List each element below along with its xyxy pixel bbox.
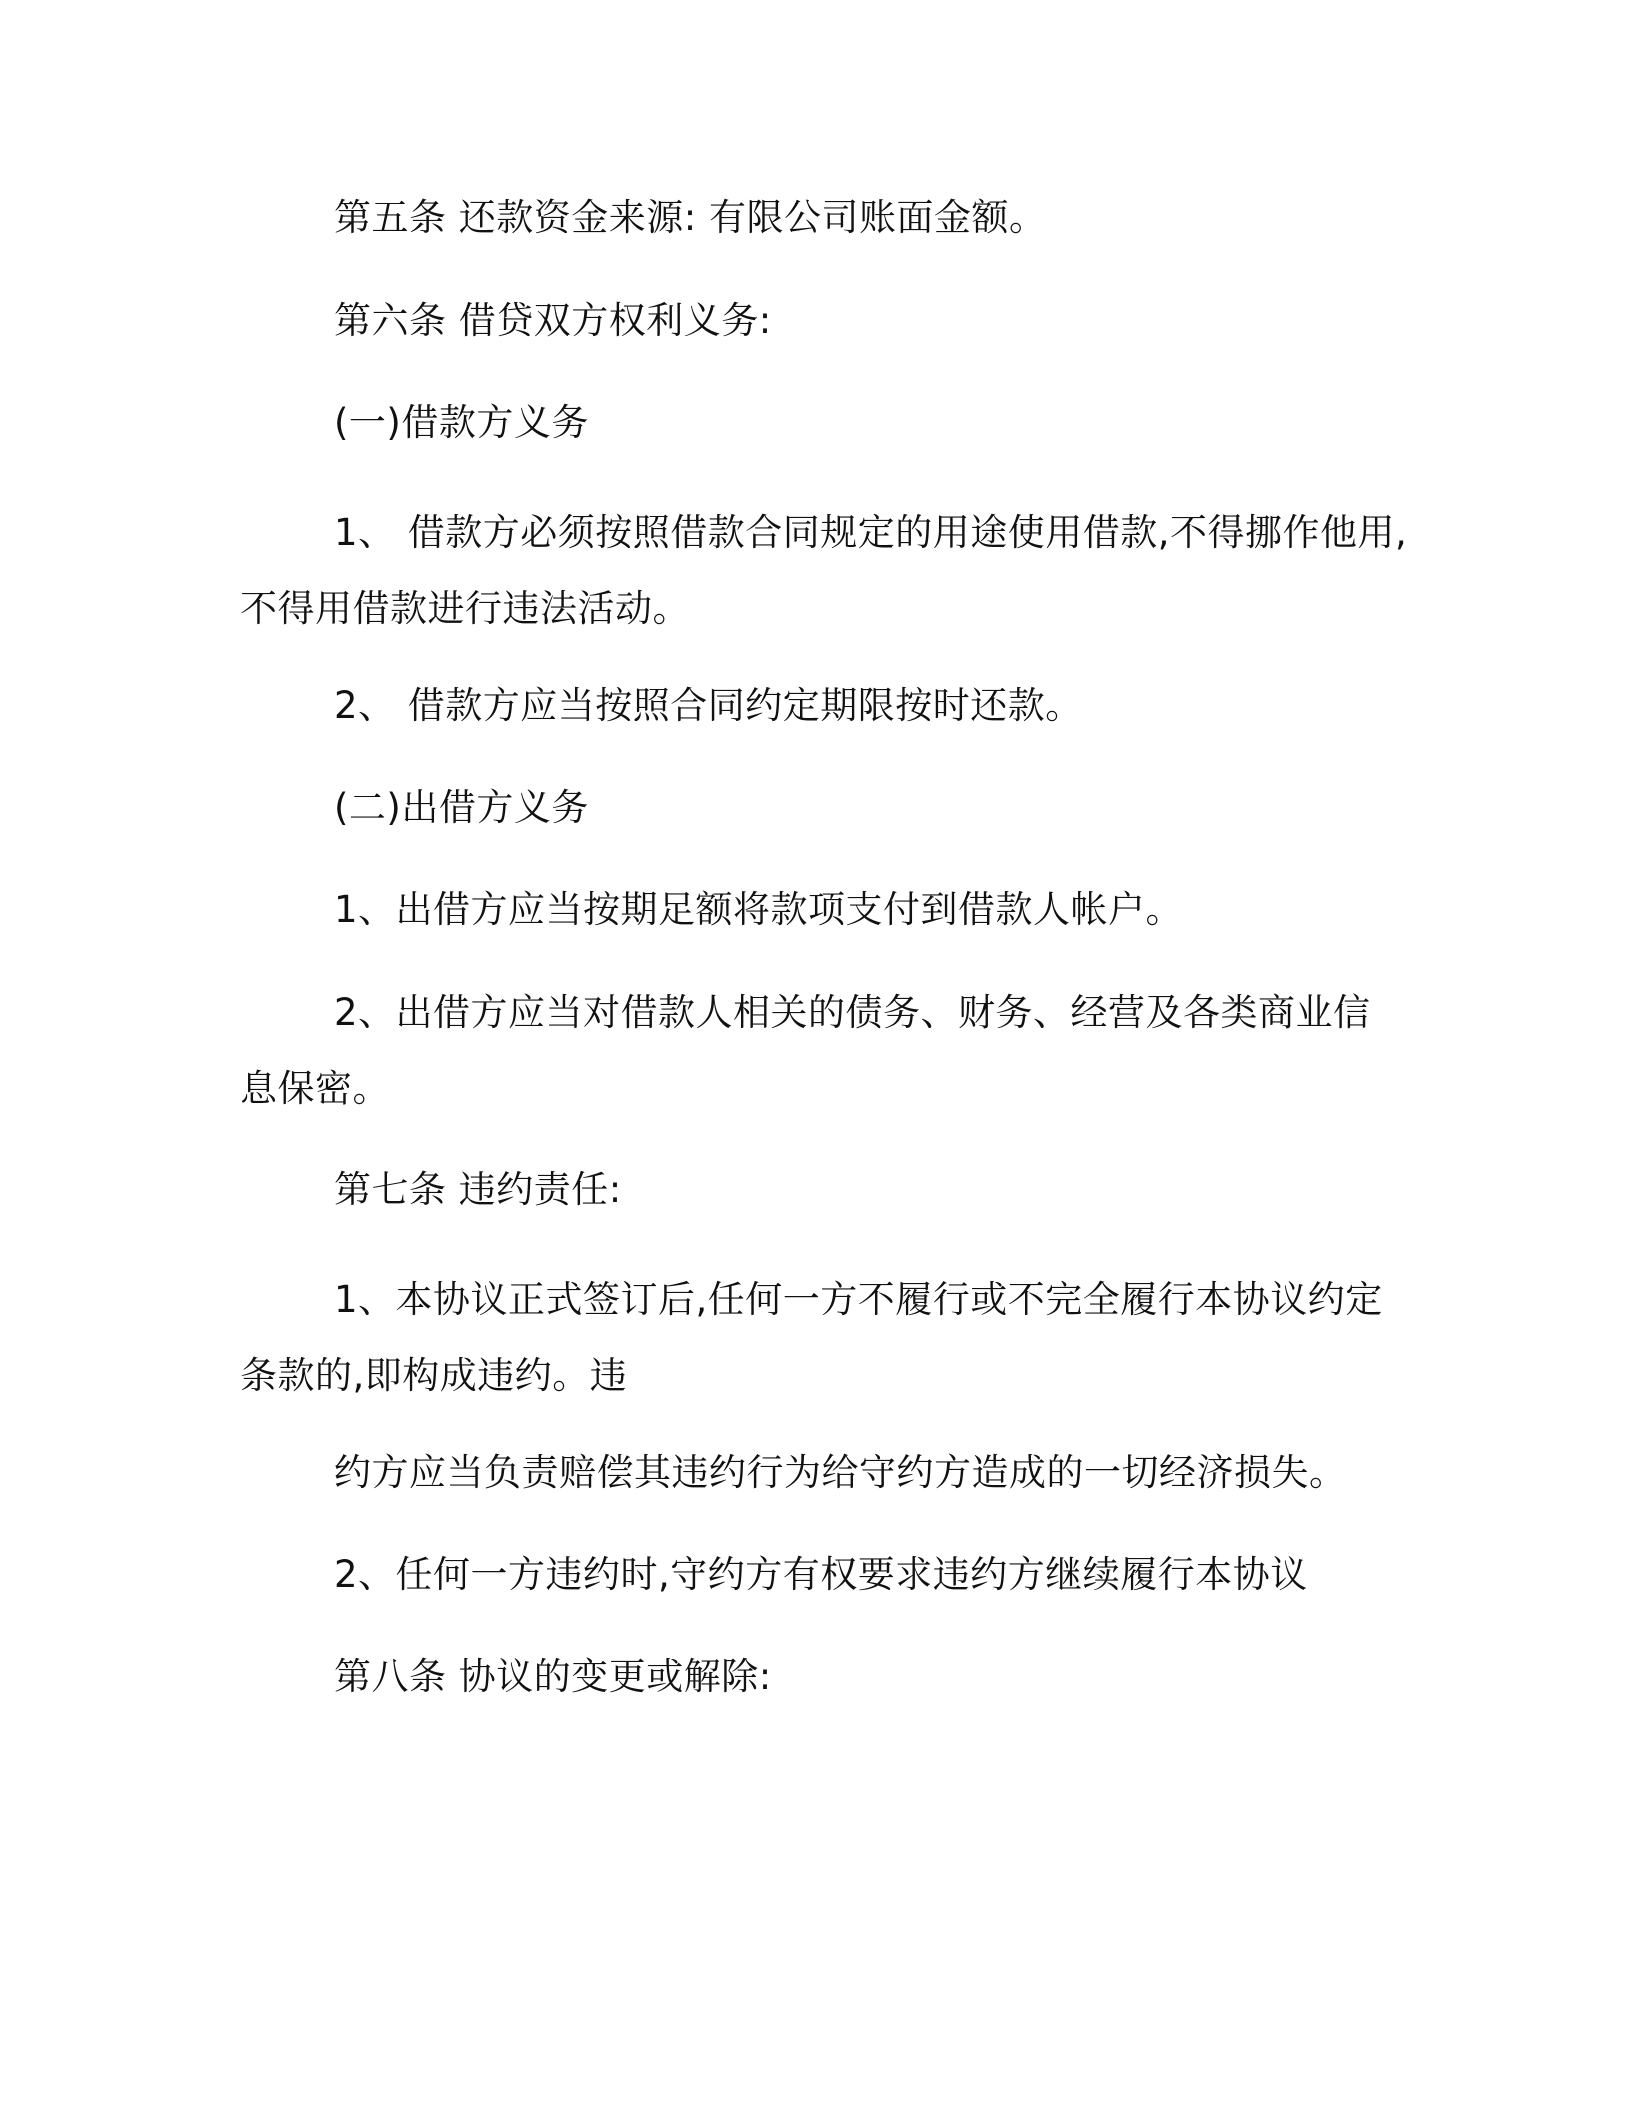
paragraph-line: 1、 借款方必须按照借款合同规定的用途使用借款,不得挪作他用, [334,511,1408,554]
paragraph-line: 不得用借款进行违法活动。 [240,587,690,630]
paragraph-text: 第六条 借贷双方权利义务: [334,299,772,342]
article-6-heading [334,283,1484,359]
paragraph-text: 2、 借款方应当按照合同约定期限按时还款。 [334,684,1083,727]
paragraph-text: 第五条 还款资金来源: 有限公司账面金额。 [334,196,1047,239]
article-5-paragraph [334,180,1484,256]
paragraph-text: 2、任何一方违约时,守约方有权要求违约方继续履行本协议 [334,1553,1308,1596]
breach-clause-2 [334,1537,1484,1613]
borrower-obligations-heading [334,385,1484,461]
lender-obligation-1 [334,872,1484,948]
paragraph-text: 第七条 违约责任: [334,1168,622,1211]
borrower-obligation-1 [240,495,1408,647]
paragraph-text: (二)出借方义务 [334,786,589,829]
paragraph-line: 条款的,即构成违约。违 [240,1354,628,1397]
paragraph-text: 1、出借方应当按期足额将款项支付到借款人帐户。 [334,888,1184,931]
paragraph-line: 1、本协议正式签订后,任何一方不履行或不完全履行本协议约定 [334,1278,1383,1321]
article-8-heading [334,1639,1484,1715]
paragraph-text: 第八条 协议的变更或解除: [334,1655,772,1698]
paragraph-line: 2、出借方应当对借款人相关的债务、财务、经营及各类商业信 [334,991,1371,1034]
borrower-obligation-2 [334,668,1484,744]
lender-obligations-heading [334,770,1484,846]
paragraph-line: 息保密。 [240,1067,390,1110]
breach-clause-1-continued [334,1435,1484,1511]
lender-obligation-2 [240,975,1390,1127]
article-7-heading [334,1152,1484,1228]
paragraph-text: 约方应当负责赔偿其违约行为给守约方造成的一切经济损失。 [334,1451,1347,1494]
breach-clause-1 [240,1262,1390,1414]
paragraph-text: (一)借款方义务 [334,401,589,444]
